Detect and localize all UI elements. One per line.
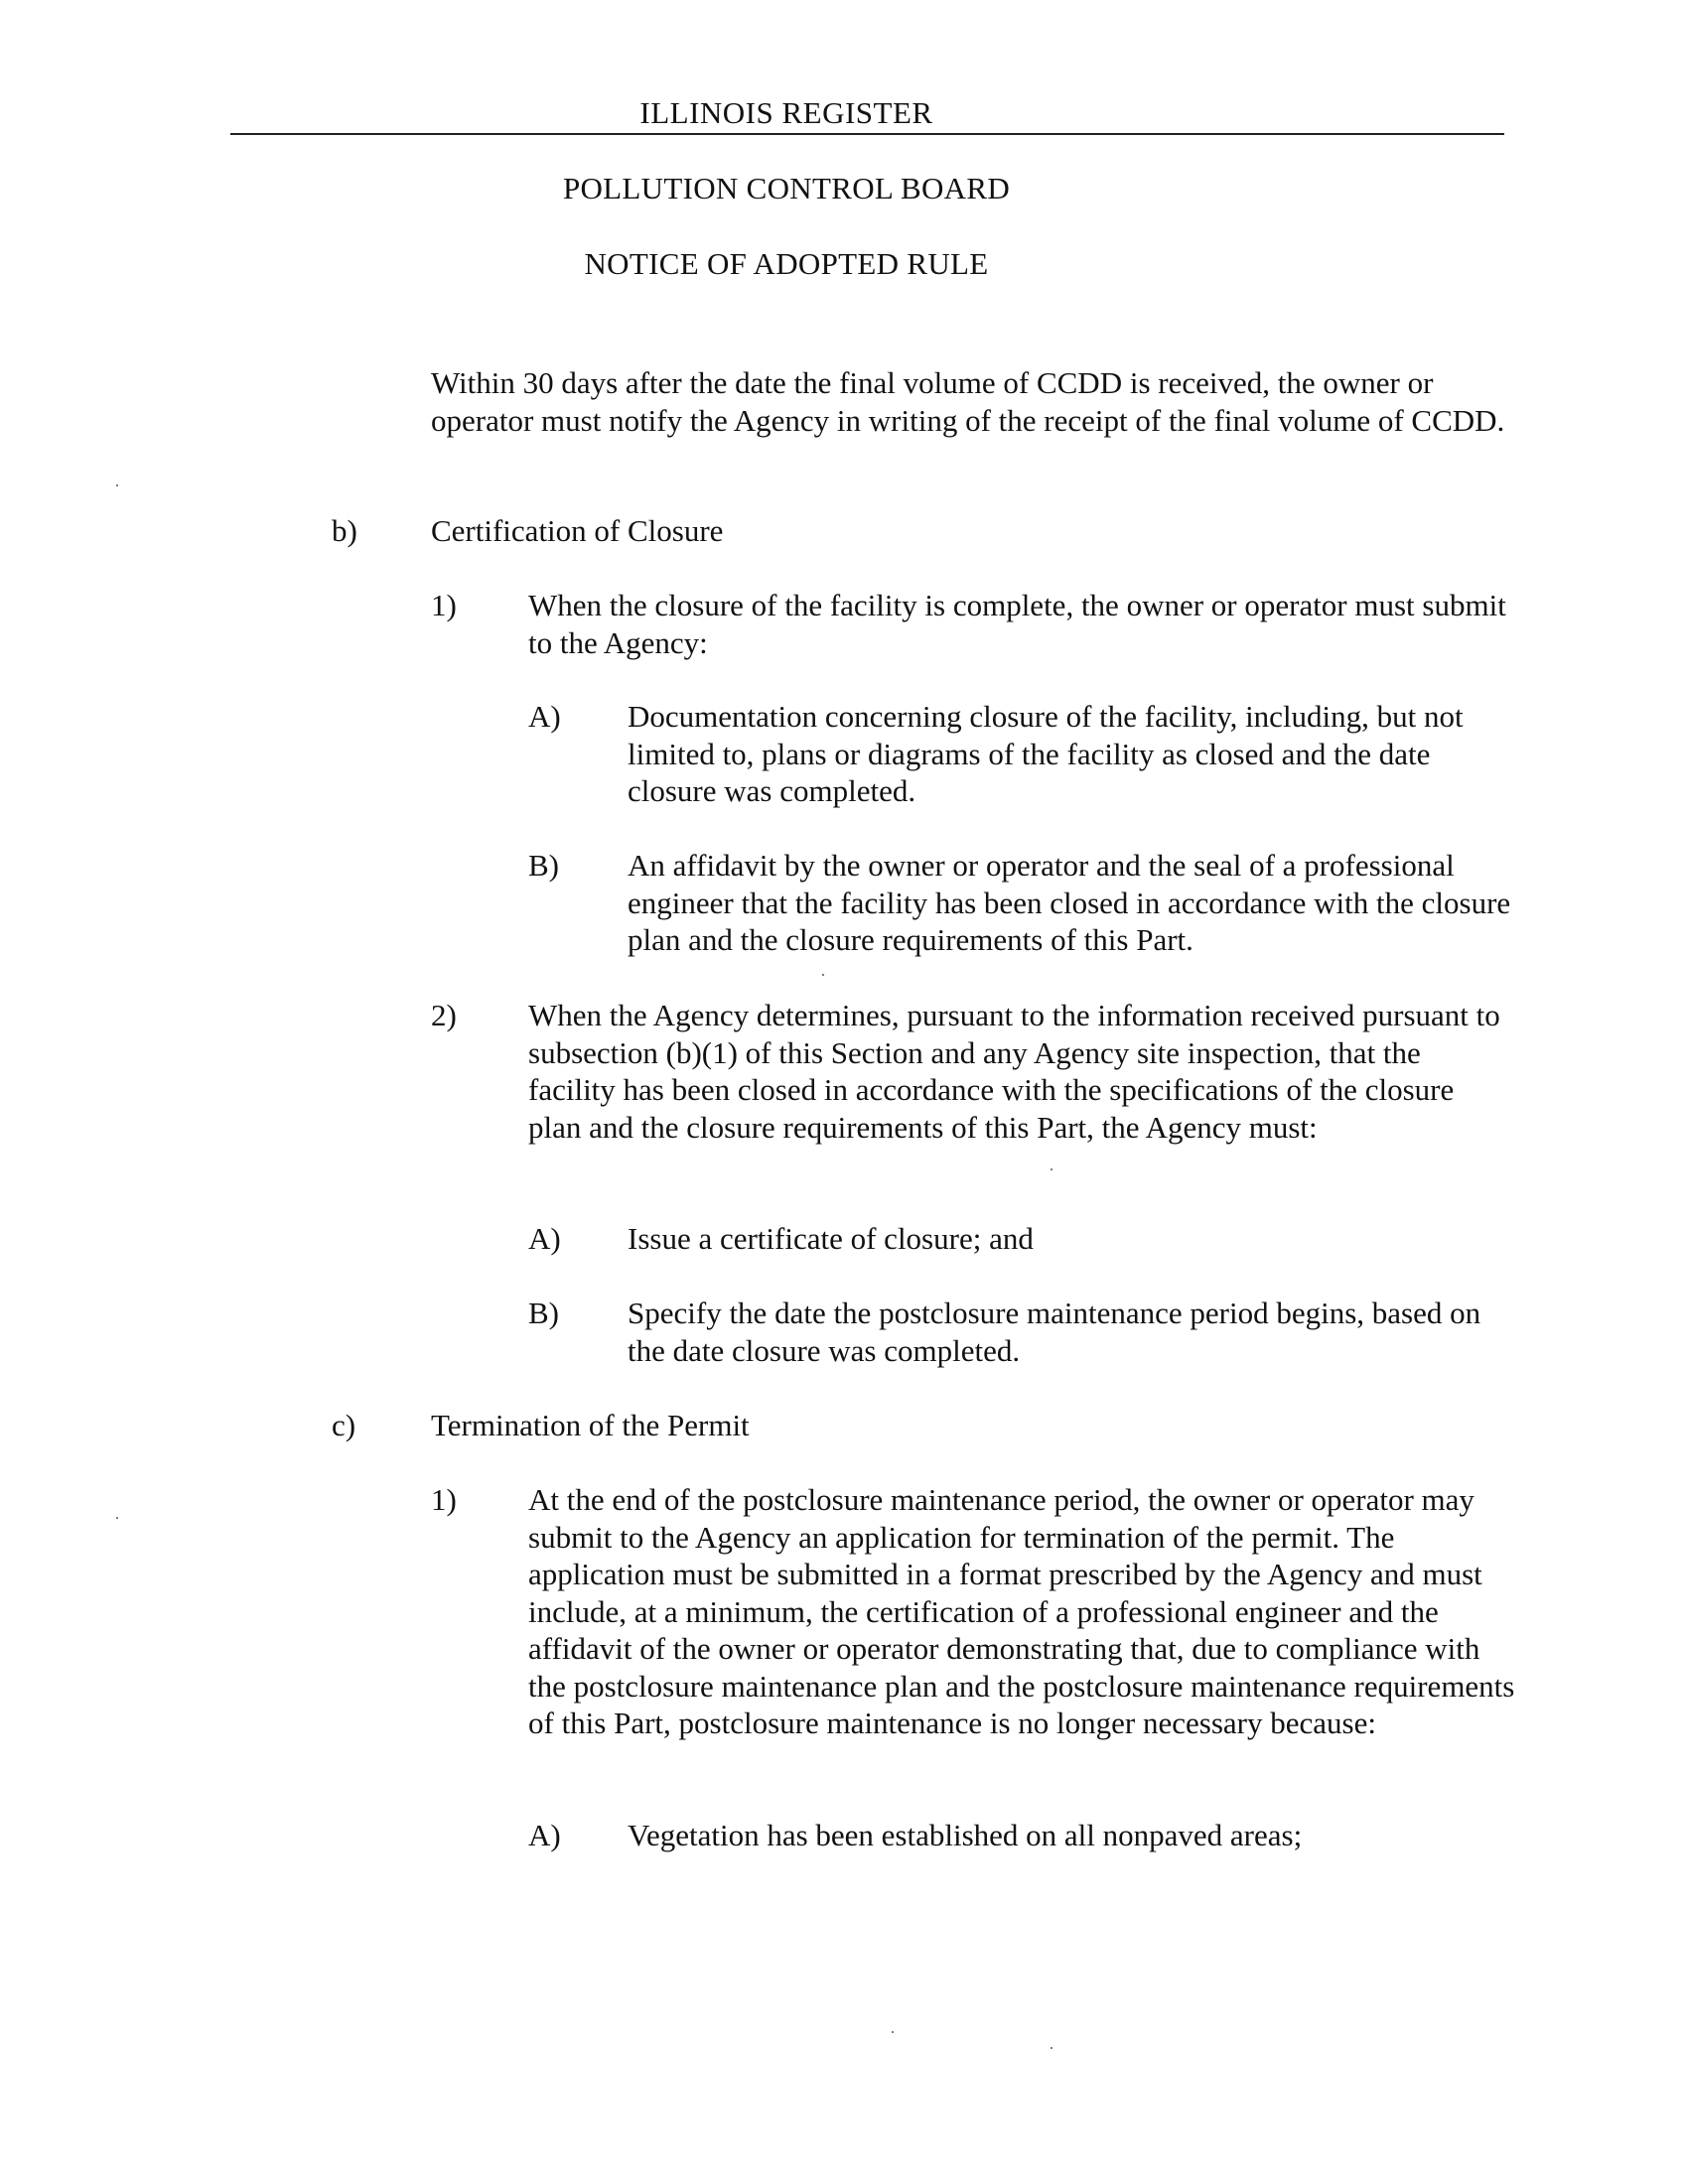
b-item-1-marker: 1) [431,588,457,622]
b-2-B-marker: B) [528,1296,559,1330]
section-c-marker: c) [332,1408,356,1442]
scan-speck [1051,1168,1052,1170]
register-title: ILLINOIS REGISTER [639,95,933,130]
b-1-A-text: Documentation concerning closure of the facility, including, but not limited to, plans or diagrams of the facility as closed and the date closure was completed. [628,699,1464,808]
section-b-marker: b) [332,513,357,548]
c-1-A-marker: A) [528,1818,561,1852]
c-item-1-marker: 1) [431,1482,457,1517]
scan-speck [1051,2047,1052,2049]
header-rule [230,133,1504,135]
b-1-A-marker: A) [528,699,561,734]
b-item-2-marker: 2) [431,998,457,1032]
c-item-1-text: At the end of the postclosure maintenance period, the owner or operator may submit to the Agency an application for termination of the permit. The application must be submitted in a format prescribed by the Agency and must include, at a minimum, the certification of a professional engineer and the affidavit of the owner or operator demonstrating that, due to compliance with the postclosure maintenance plan and the postclosure maintenance requirements of this Part, postclosure maintenance is no longer necessary because: [528,1482,1515,1740]
scan-speck [892,2031,894,2033]
b-2-B-text: Specify the date the postclosure maintenance period begins, based on the date closure was completed. [628,1296,1481,1368]
scan-speck [822,974,824,976]
notice-title: NOTICE OF ADOPTED RULE [584,246,989,281]
b-1-B-marker: B) [528,848,559,883]
scan-speck [116,484,118,486]
intro-paragraph: Within 30 days after the date the final volume of CCDD is received, the owner or operator must notify the Agency in writing of the receipt of the final volume of CCDD. [431,365,1505,438]
section-b-heading: Certification of Closure [431,513,724,548]
c-1-A-text: Vegetation has been established on all nonpaved areas; [628,1818,1303,1852]
scan-speck [116,1517,118,1519]
b-2-A-text: Issue a certificate of closure; and [628,1221,1034,1256]
b-1-B-text: An affidavit by the owner or operator and the seal of a professional engineer that the facility has been closed in accordance with the closure plan and the closure requirements of this Part. [628,848,1511,957]
section-c-heading: Termination of the Permit [431,1408,750,1442]
b-item-2-text: When the Agency determines, pursuant to the information received pursuant to subsection (b)(1) of this Section and any Agency site inspection, that the facility has been closed in accordance with the specifications of the closure plan and the closure requirements of this Part, the Agency must: [528,998,1500,1145]
agency-name: POLLUTION CONTROL BOARD [562,171,1011,205]
b-item-1-text: When the closure of the facility is complete, the owner or operator must submit to the Agency: [528,588,1506,660]
b-2-A-marker: A) [528,1221,561,1256]
